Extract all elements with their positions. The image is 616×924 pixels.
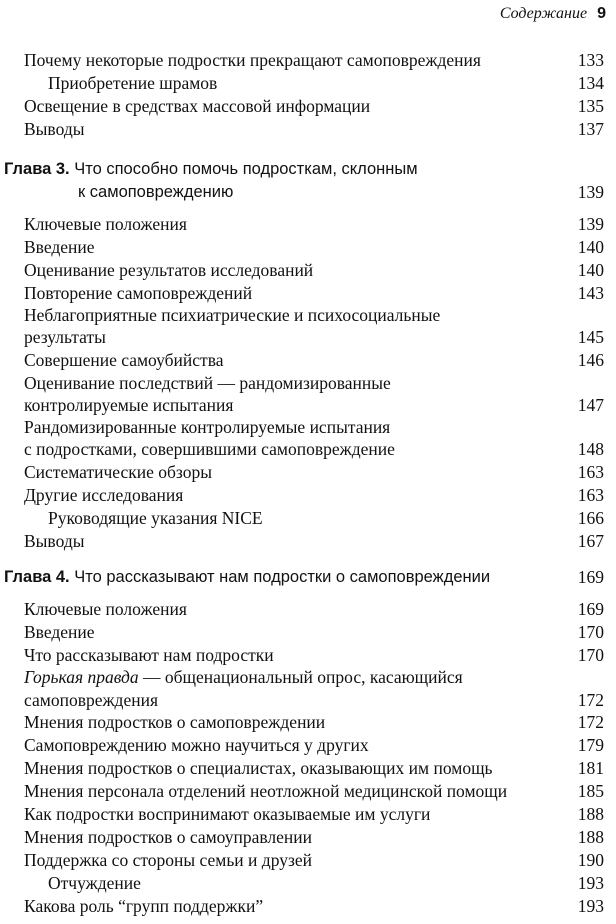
entry-page: 172 <box>577 690 604 710</box>
entry-page: 166 <box>577 508 604 528</box>
entry-page: 147 <box>577 395 604 415</box>
entry-page: 181 <box>577 758 604 778</box>
running-header <box>500 5 606 23</box>
entry-page: 169 <box>577 599 604 619</box>
entry-page: 190 <box>577 850 604 870</box>
entry-page: 188 <box>577 827 604 847</box>
entry-page: 172 <box>577 712 604 732</box>
entry-page: 188 <box>577 804 604 824</box>
chapter-title: Что способно помочь подросткам, склонным <box>74 160 418 178</box>
entry-page: 146 <box>577 350 604 370</box>
chapter-label: Глава 4. <box>4 568 70 586</box>
header-title: Содержание <box>499 5 588 22</box>
entry-page: 143 <box>577 283 604 303</box>
entry-page: 167 <box>577 531 604 551</box>
entry-page: 185 <box>577 781 604 801</box>
entry-page: 137 <box>577 119 604 139</box>
entry-page: 140 <box>577 260 604 280</box>
entry-page: 135 <box>577 96 604 116</box>
header-page-number: 9 <box>597 5 606 22</box>
entry-page: 169 <box>577 567 604 587</box>
entry-page: 193 <box>577 896 604 916</box>
entry-page: 193 <box>577 873 604 893</box>
chapter-label: Глава 3. <box>4 160 70 178</box>
chapter-title: Что рассказывают нам подростки о самоповреждении <box>74 568 491 586</box>
toc-page: Содержание 9 Почему некоторые подростки прекращают самоповреждения 133 Приобретение шрамов 134 Освещение в средствах массовой информации 135 Выводы 137 Глава 3. Что способно помочь подросткам, склонным к самоповреждению 139 Ключевые положения 139 Введение 140 Оценивание результатов исследований 140 Повторение самоповреждений 143 Неблагоприятные психиатрические и психосоциальные результаты 145 Совершение самоубийства 146 Оценивание последствий — рандомизированные контролируемые испытания 147 Рандомизированные контролируемые испытания с подростками, совершившими самоповреждение 148 Систематические обзоры 163 Другие исследования 163 Руководящие указания NICE 166 Выводы 167 Глава 4. Что рассказывают нам подростки о самоповреждении 169 Ключевые положения 169 Введение 170 Что рассказывают нам подростки 170 Горькая правда — общенациональный опрос, касающийся самоповреждения 172 Мнения подростков о самоповреждении 172 Самоповреждению можно научиться у других 179 Мнения подростков о специалистах, оказывающих им помощь 181 Мнения персонала отделений неотложной медицинской помощи 185 Как подростки воспринимают оказываемые им услуги 188 Мнения подростков о самоуправлении 188 Поддержка со стороны семьи и друзей 190 Отчуждение 193 Какова роль “групп поддержки” 193 <box>4 5 606 916</box>
entry-page: 140 <box>577 237 604 257</box>
entry-page: 139 <box>577 182 604 202</box>
entry-page: 133 <box>577 50 604 70</box>
entry-page: 163 <box>577 462 604 482</box>
entry-page: 148 <box>577 439 604 459</box>
entry-page: 145 <box>577 327 604 347</box>
entry-page: 179 <box>577 735 604 755</box>
entry-page: 139 <box>577 214 604 234</box>
entry-page: 170 <box>577 645 604 665</box>
entry-page: 163 <box>577 485 604 505</box>
entry-page: 170 <box>577 622 604 642</box>
entry-page: 134 <box>577 73 604 93</box>
